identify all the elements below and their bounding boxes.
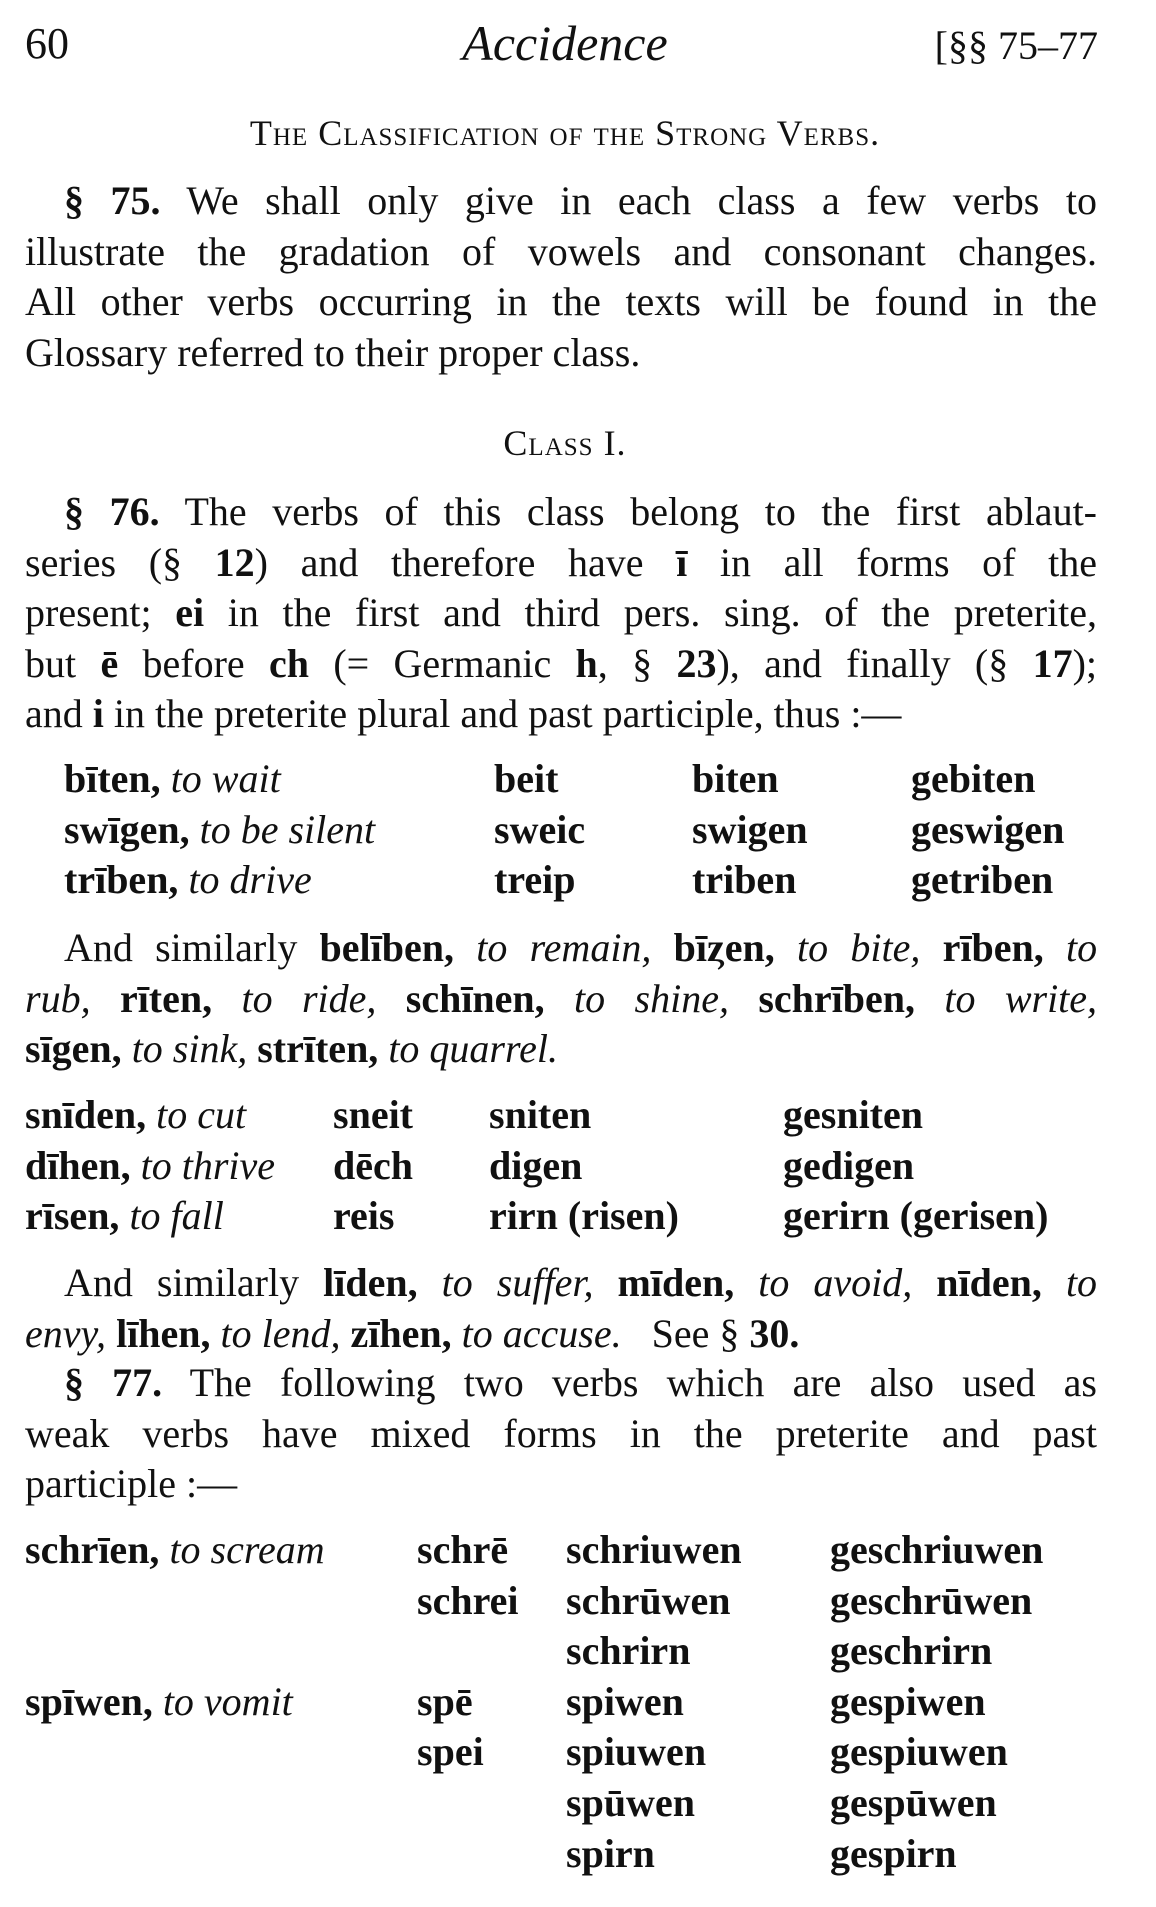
text-run: , § <box>597 640 677 686</box>
italic-gloss: to <box>1065 1260 1098 1305</box>
text-run <box>418 1260 442 1305</box>
infinitive-cell <box>25 1141 275 1192</box>
text-run: (= Germanic <box>309 640 576 686</box>
text-run <box>91 976 120 1021</box>
bold-term: spei <box>417 1729 484 1775</box>
italic-gloss: to lend, <box>220 1310 341 1356</box>
text-run: The verbs of this class belong to the first ablaut- <box>159 489 1097 534</box>
past-participle-cell <box>830 1778 997 1829</box>
italic-gloss: to be silent <box>189 806 376 852</box>
italic-gloss: to quarrel. <box>388 1026 558 1072</box>
bold-term: gespirn <box>830 1830 957 1876</box>
text-run <box>775 925 797 970</box>
text-line <box>25 923 1097 974</box>
text-run: participle :— <box>25 1461 238 1507</box>
text-run: present; <box>25 590 176 636</box>
bold-term: rīten, <box>119 975 213 1021</box>
bold-term: gespiwen <box>830 1678 986 1724</box>
bold-term: schrīen, <box>25 1527 160 1572</box>
bold-term: § 75. <box>64 178 161 223</box>
past-participle-cell <box>911 855 1053 906</box>
bold-term: ei <box>175 590 205 636</box>
bold-term: rīben, <box>942 925 1044 970</box>
bold-term: ī <box>676 539 688 585</box>
table-row <box>0 1191 1156 1242</box>
text-run <box>729 976 758 1021</box>
infinitive-cell <box>25 1191 224 1242</box>
table-row <box>0 1576 1156 1627</box>
bold-term: spē <box>417 1678 473 1724</box>
text-run <box>376 976 405 1021</box>
text-run: And similarly <box>64 1260 324 1305</box>
italic-gloss: to remain, <box>476 925 652 970</box>
bold-term: spīwen, <box>25 1678 153 1724</box>
preterite-singular-cell <box>494 805 585 856</box>
bold-term: § 77. <box>64 1360 163 1405</box>
page-number: 60 <box>25 19 69 68</box>
bold-term: 23 <box>676 640 717 686</box>
italic-gloss: to bite, <box>797 925 921 970</box>
bold-term: mīden, <box>617 1260 735 1305</box>
table-row <box>0 805 1156 856</box>
bold-term: gerirn (gerisen) <box>783 1193 1049 1239</box>
infinitive-cell <box>64 754 281 805</box>
preterite-plural-cell <box>692 855 796 906</box>
bold-term: dēch <box>333 1142 413 1188</box>
text-run: The following two verbs which are also used as <box>162 1360 1097 1405</box>
text-run: weak verbs have mixed forms in the preterite and past <box>25 1410 1097 1456</box>
table-row <box>0 1829 1156 1880</box>
text-run: and <box>25 691 93 737</box>
infinitive-cell <box>64 805 375 856</box>
text-line <box>25 1258 1097 1309</box>
italic-gloss: to shine, <box>574 975 729 1021</box>
italic-gloss: to scream <box>159 1527 325 1572</box>
text-run <box>122 1026 132 1071</box>
past-participle-cell <box>830 1727 1008 1778</box>
table-row <box>0 1677 1156 1728</box>
bold-term: gesniten <box>783 1092 923 1137</box>
section-75 <box>25 176 1097 378</box>
text-run <box>211 1311 221 1356</box>
bold-term: gedigen <box>783 1142 915 1188</box>
infinitive-cell <box>25 1090 246 1141</box>
italic-gloss: to write, <box>944 975 1098 1021</box>
text-run: ); <box>1072 640 1097 686</box>
text-line <box>25 1309 1097 1360</box>
italic-gloss: to vomit <box>152 1678 293 1724</box>
italic-gloss: to wait <box>160 756 281 801</box>
preterite-singular-cell <box>333 1090 413 1141</box>
bold-term: līhen, <box>116 1310 211 1356</box>
bold-term: schrē <box>417 1527 509 1572</box>
bold-term: sneit <box>333 1092 413 1137</box>
bold-term: getriben <box>911 857 1054 903</box>
section-76 <box>25 487 1097 740</box>
preterite-singular-cell <box>417 1576 518 1627</box>
class-heading: Class I. <box>503 423 627 463</box>
bold-term: schrūwen <box>566 1577 731 1623</box>
preterite-plural-cell <box>566 1626 690 1677</box>
bold-term: spūwen <box>566 1779 695 1825</box>
bold-term: rīsen, <box>25 1193 120 1239</box>
bold-term: biten <box>692 756 779 801</box>
section-range: [§§ 75–77 <box>934 23 1098 68</box>
preterite-singular-cell <box>333 1141 413 1192</box>
past-participle-cell <box>911 805 1064 856</box>
text-run <box>212 976 241 1021</box>
table-row <box>0 1090 1156 1141</box>
text-run <box>454 925 476 970</box>
verb-table-2 <box>0 1090 1156 1242</box>
table-row <box>0 754 1156 805</box>
infinitive-cell <box>25 1525 325 1576</box>
bold-term: snīden, <box>25 1092 147 1137</box>
bold-term: ē <box>100 640 119 686</box>
bold-term: ch <box>269 640 309 686</box>
preterite-plural-cell <box>489 1141 582 1192</box>
text-run <box>545 976 574 1021</box>
text-run: series (§ <box>25 539 215 585</box>
text-run: illustrate the gradation of vowels and consonant changes. <box>25 228 1097 274</box>
past-participle-cell <box>830 1525 1043 1576</box>
similarly-paragraph-2 <box>25 1258 1097 1359</box>
bold-term: bīȥen, <box>673 925 775 970</box>
bold-term: gespūwen <box>830 1779 997 1825</box>
text-run: All other verbs occurring in the texts will be found in the <box>25 279 1097 325</box>
text-line <box>25 1409 1097 1460</box>
bold-term: treip <box>494 857 576 903</box>
bold-term: geschriuwen <box>830 1527 1044 1572</box>
preterite-plural-cell <box>489 1090 591 1141</box>
preterite-plural-cell <box>489 1191 679 1242</box>
running-title: Accidence <box>462 15 668 71</box>
table-row <box>0 855 1156 906</box>
text-run <box>651 925 673 970</box>
preterite-singular-cell <box>417 1525 508 1576</box>
preterite-plural-cell <box>566 1727 706 1778</box>
text-line <box>25 176 1097 227</box>
bold-term: triben <box>692 857 797 903</box>
text-run: in the preterite plural and past participle, thus :— <box>103 691 902 737</box>
bold-term: i <box>92 691 104 737</box>
table-row <box>0 1778 1156 1829</box>
text-run <box>341 1311 351 1356</box>
bold-term: dīhen, <box>25 1142 131 1188</box>
bold-term: swīgen, <box>64 806 190 852</box>
verb-table-1 <box>0 754 1156 906</box>
bold-term: trīben, <box>64 857 179 903</box>
bold-term: zīhen, <box>350 1310 452 1356</box>
text-run <box>1044 925 1066 970</box>
italic-gloss: to cut <box>146 1092 247 1137</box>
bold-term: h <box>575 640 598 686</box>
text-run <box>378 1026 388 1071</box>
bold-term: līden, <box>323 1260 418 1305</box>
infinitive-cell <box>64 855 312 906</box>
text-run: in all forms of the <box>687 539 1097 585</box>
bold-term: geswigen <box>911 806 1065 852</box>
similarly-paragraph-1 <box>25 923 1097 1075</box>
bold-term: gebiten <box>911 756 1036 801</box>
bold-term: 30. <box>749 1310 800 1356</box>
bold-term: schriuwen <box>566 1527 742 1572</box>
italic-gloss: to avoid, <box>758 1260 913 1305</box>
text-line <box>25 487 1097 538</box>
text-run: before <box>118 640 269 686</box>
text-run: ), and finally (§ <box>716 640 1033 686</box>
bold-term: sniten <box>489 1092 592 1137</box>
text-run: We shall only give in each class a few verbs to <box>160 178 1097 223</box>
past-participle-cell <box>783 1191 1048 1242</box>
infinitive-cell <box>25 1677 293 1728</box>
text-run: ) and therefore have <box>254 539 677 585</box>
text-line <box>25 227 1097 278</box>
bold-term: spirn <box>566 1830 655 1876</box>
bold-term: strīten, <box>257 1026 379 1072</box>
text-run: but <box>25 640 101 686</box>
bold-term: nīden, <box>936 1260 1042 1305</box>
chapter-heading: The Classification of the Strong Verbs. <box>249 113 881 153</box>
past-participle-cell <box>911 754 1035 805</box>
bold-term: § 76. <box>64 489 160 534</box>
text-run <box>247 1026 257 1071</box>
preterite-singular-cell <box>494 855 575 906</box>
text-line <box>25 538 1097 589</box>
text-line <box>25 1024 1097 1075</box>
preterite-plural-cell <box>566 1576 730 1627</box>
bold-term: rirn (risen) <box>489 1193 679 1239</box>
bold-term: schrei <box>417 1577 519 1623</box>
text-run <box>734 1260 758 1305</box>
italic-gloss: to suffer, <box>441 1260 594 1305</box>
bold-term: spiuwen <box>566 1729 707 1775</box>
text-line <box>25 1358 1097 1409</box>
text-line <box>25 689 1097 740</box>
bold-term: 12 <box>214 539 255 585</box>
text-line <box>25 277 1097 328</box>
past-participle-cell <box>783 1141 914 1192</box>
table-row <box>0 1727 1156 1778</box>
table-row <box>0 1626 1156 1677</box>
text-run <box>920 925 942 970</box>
italic-gloss: to sink, <box>131 1026 248 1072</box>
past-participle-cell <box>830 1576 1032 1627</box>
preterite-singular-cell <box>417 1677 473 1728</box>
italic-gloss: to <box>1065 925 1098 970</box>
text-run: See § <box>621 1310 750 1356</box>
past-participle-cell <box>830 1626 992 1677</box>
bold-term: swigen <box>692 806 808 852</box>
text-run <box>594 1260 618 1305</box>
verb-table-3 <box>0 1525 1156 1879</box>
preterite-singular-cell <box>333 1191 394 1242</box>
text-run <box>1042 1260 1066 1305</box>
italic-gloss: to accuse. <box>461 1310 622 1356</box>
text-line <box>25 1459 1097 1510</box>
bold-term: belīben, <box>319 925 455 970</box>
text-line <box>25 639 1097 690</box>
preterite-plural-cell <box>692 805 808 856</box>
bold-term: sweic <box>494 806 586 852</box>
text-run <box>106 1311 116 1356</box>
preterite-plural-cell <box>692 754 779 805</box>
italic-gloss: to ride, <box>241 975 377 1021</box>
bold-term: schrirn <box>566 1628 691 1674</box>
preterite-singular-cell <box>417 1727 484 1778</box>
bold-term: geschrūwen <box>830 1577 1033 1623</box>
text-run <box>452 1311 462 1356</box>
table-row <box>0 1525 1156 1576</box>
past-participle-cell <box>830 1677 986 1728</box>
italic-gloss: to fall <box>119 1193 224 1239</box>
bold-term: schīnen, <box>405 975 545 1021</box>
past-participle-cell <box>830 1829 957 1880</box>
bold-term: schrīben, <box>758 975 915 1021</box>
bold-term: reis <box>333 1193 395 1239</box>
italic-gloss: envy, <box>25 1310 107 1356</box>
text-line <box>25 974 1097 1025</box>
text-line <box>25 328 1097 379</box>
text-run: in the first and third pers. sing. of the preterite, <box>204 590 1097 636</box>
preterite-plural-cell <box>566 1829 655 1880</box>
section-77 <box>25 1358 1097 1510</box>
past-participle-cell <box>783 1090 923 1141</box>
preterite-plural-cell <box>566 1778 695 1829</box>
italic-gloss: to thrive <box>130 1142 276 1188</box>
table-row <box>0 1141 1156 1192</box>
bold-term: 17 <box>1032 640 1073 686</box>
bold-term: digen <box>489 1142 583 1188</box>
bold-term: bīten, <box>64 756 161 801</box>
bold-term: geschrirn <box>830 1628 993 1674</box>
preterite-plural-cell <box>566 1525 742 1576</box>
italic-gloss: rub, <box>25 975 91 1021</box>
bold-term: gespiuwen <box>830 1729 1008 1775</box>
preterite-singular-cell <box>494 754 558 805</box>
bold-term: spiwen <box>566 1678 684 1724</box>
text-run <box>915 976 944 1021</box>
italic-gloss: to drive <box>178 857 312 903</box>
text-line <box>25 588 1097 639</box>
preterite-plural-cell <box>566 1677 684 1728</box>
bold-term: sīgen, <box>25 1026 122 1072</box>
text-run: And similarly <box>64 925 320 970</box>
text-run <box>912 1260 936 1305</box>
bold-term: beit <box>494 756 559 801</box>
text-run: Glossary referred to their proper class. <box>25 329 641 375</box>
